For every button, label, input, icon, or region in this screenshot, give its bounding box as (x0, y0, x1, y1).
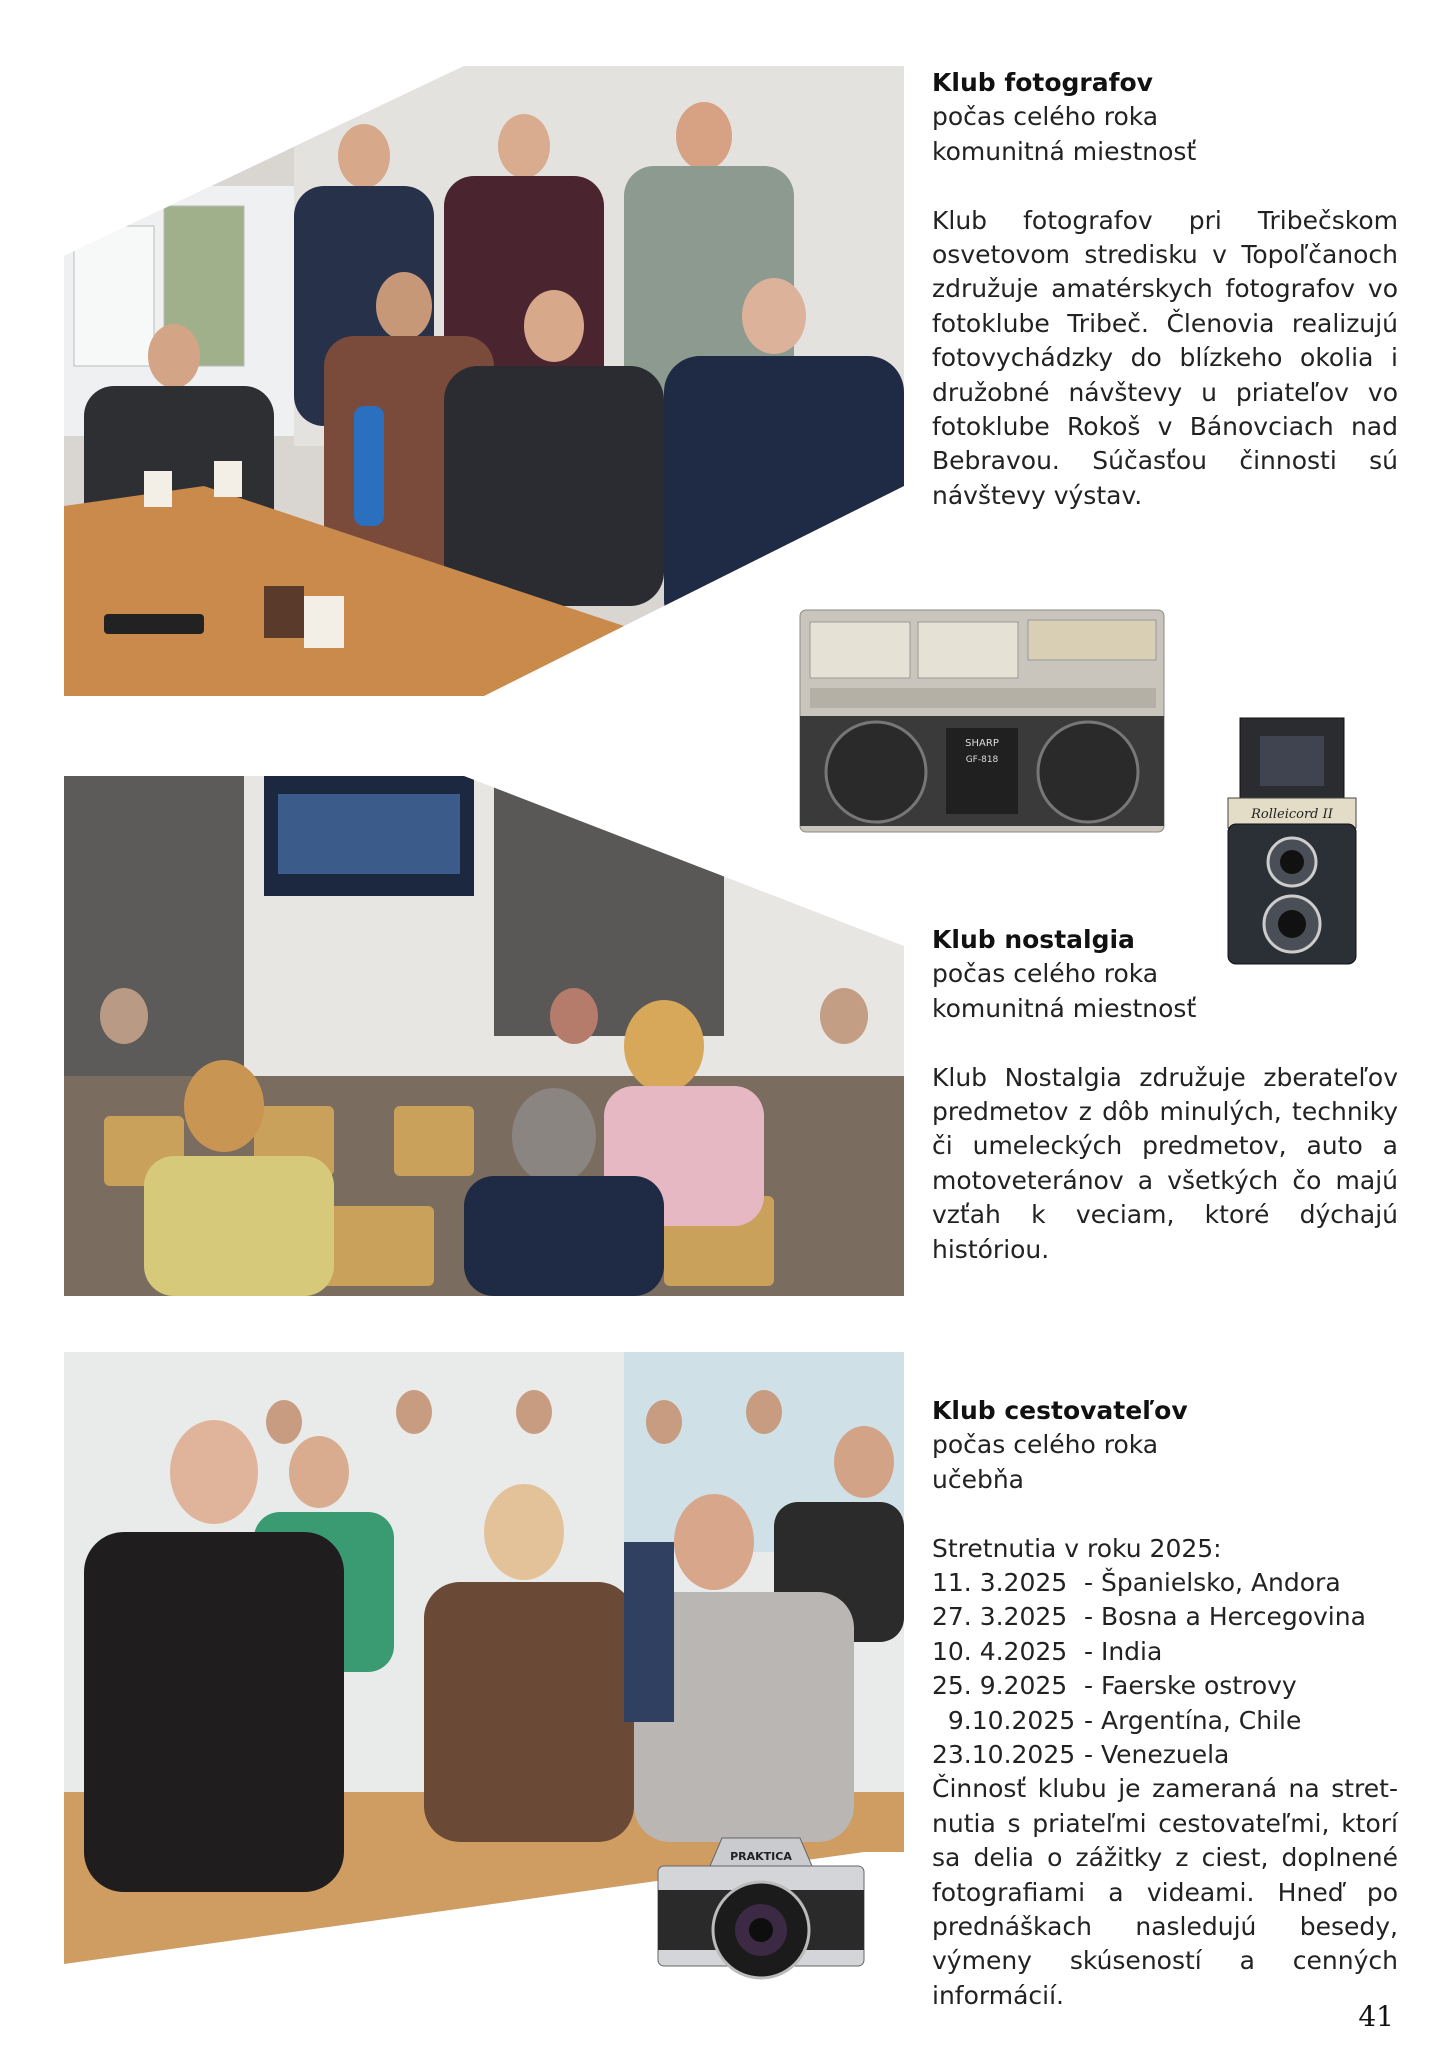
slr-camera-image (652, 1830, 870, 2000)
list-item (932, 1669, 1398, 1703)
meeting-topic: - Faerske ostrovy (1084, 1671, 1297, 1701)
photo-nostalgia-club (64, 776, 904, 1296)
page-number: 41 (1358, 2000, 1394, 2033)
slr-camera-brand-label: PRAKTICA (730, 1850, 792, 1863)
list-item (932, 1566, 1398, 1600)
club-schedule: počas celého roka (932, 102, 1159, 132)
photography-club-info (932, 66, 1398, 513)
photo-photography-club (64, 66, 904, 696)
boombox-model-label: GF-818 (965, 755, 999, 765)
list-item (932, 1704, 1398, 1738)
boombox-brand-label: SHARP (965, 738, 999, 749)
club-schedule: počas celého roka (932, 959, 1159, 989)
meeting-date: 23.10.2025 (932, 1740, 1076, 1770)
club-description: Klub Nostalgia združuje zberateľov predmetov z dôb minulých, techniky či umeleckých predmetov, auto a motoveteránov a všetkých čo majú vzťah k veciam, ktoré dýchajú históriou. (932, 1062, 1398, 1264)
club-title: Klub nostalgia (932, 925, 1135, 954)
tlr-camera-label: Rolleicord II (1251, 807, 1333, 822)
club-title: Klub cestovateľov (932, 1396, 1188, 1425)
club-place: komunitná miestnosť (932, 993, 1197, 1023)
meetings-heading: Stretnutia v roku 2025: (932, 1533, 1222, 1563)
meeting-date: 10. 4.2025 (932, 1636, 1068, 1666)
list-item (932, 1600, 1398, 1634)
meeting-date: 11. 3.2025 (932, 1568, 1068, 1598)
list-item (932, 1738, 1398, 1772)
list-item (932, 1635, 1398, 1669)
club-place: učebňa (932, 1464, 1025, 1494)
meeting-date: 25. 9.2025 (932, 1671, 1068, 1701)
meeting-topic: - Venezuela (1084, 1740, 1230, 1770)
club-description: Činnosť klubu je zameraná na stret-nutia s priateľmi cestovateľmi, ktorí sa delia o zážitky z ciest, doplnené fotografiami a videami. Hneď po prednáškach nasledujú besedy, výmeny skúseností a cenných informácií. (932, 1774, 1398, 2010)
club-description: Klub fotografov pri Tribečskom osvetovom stredisku v Topoľčanoch združuje amatérskych fotografov vo fotoklube Tribeč. Členovia realizujú fotovychádzky do blízkeho okolia i družobné návštevy u priateľov vo fotoklube Rokoš v Bánovciach nad Bebravou. Súčasťou činnosti sú návštevy výstav. (932, 205, 1398, 510)
meeting-date: 27. 3.2025 (932, 1602, 1068, 1632)
meeting-topic: - Španielsko, Andora (1084, 1568, 1341, 1598)
meeting-date: 9.10.2025 (932, 1705, 1076, 1735)
travelers-club-info (932, 1394, 1398, 2013)
meeting-topic: - Argentína, Chile (1084, 1705, 1302, 1735)
meeting-topic: - Bosna a Hercegovina (1084, 1602, 1366, 1632)
nostalgia-club-info (932, 923, 1398, 1267)
meeting-topic: - India (1084, 1636, 1163, 1666)
club-title: Klub fotografov (932, 68, 1153, 97)
club-schedule: počas celého roka (932, 1430, 1159, 1460)
meetings-list (932, 1566, 1398, 1772)
club-place: komunitná miestnosť (932, 136, 1197, 166)
